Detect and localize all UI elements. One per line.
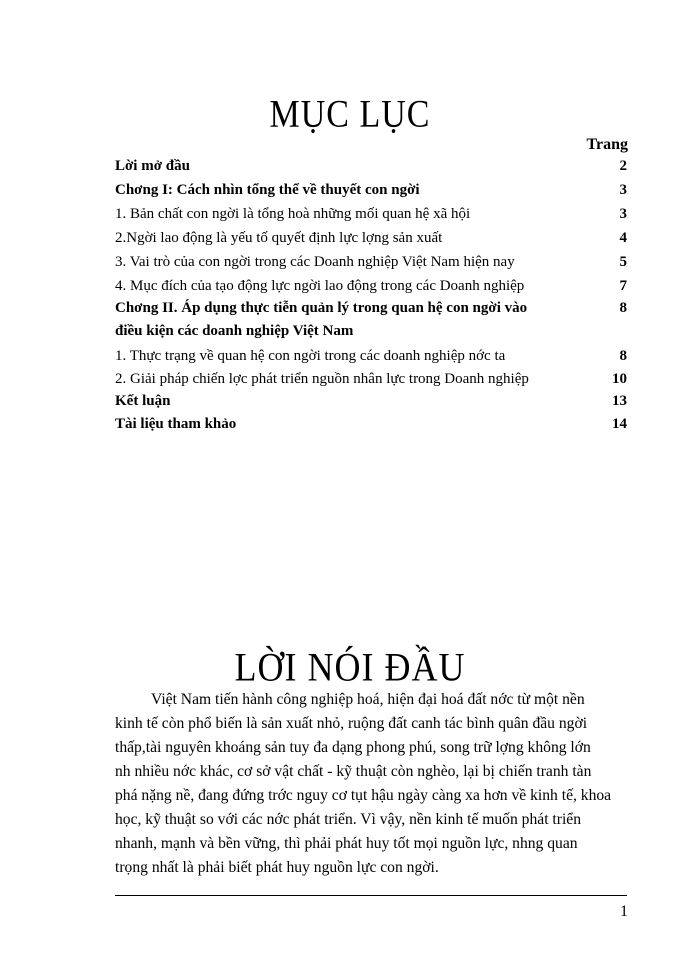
toc-entry-page: 10 — [612, 371, 627, 387]
toc-entry-text: 2.Ngời lao động là yếu tố quyết định lực lợng sản xuất — [115, 230, 443, 246]
toc-entry — [115, 300, 627, 317]
paragraph-line: Việt Nam tiến hành công nghiệp hoá, hiện đại hoá đất nớc từ một nền — [151, 691, 585, 708]
toc-entry — [115, 230, 627, 247]
intro-title: LỜI NÓI ĐẦU — [234, 644, 466, 690]
paragraph-line: kinh tế còn phổ biến là sản xuất nhỏ, ruộng đất canh tác bình quân đầu ngời — [115, 715, 588, 732]
toc-entry — [115, 158, 627, 175]
toc-entry-text: 2. Giải pháp chiến lợc phát triển nguồn nhân lực trong Doanh nghiệp — [115, 371, 529, 387]
page-number: 1 — [620, 903, 628, 920]
footer-rule — [115, 895, 627, 896]
toc-entry — [115, 278, 627, 295]
toc-entry-text: 1. Bản chất con ngời là tổng hoà những mối quan hệ xã hội — [115, 206, 471, 222]
toc-entry-text: 1. Thực trạng về quan hệ con ngời trong các doanh nghiệp nớc ta — [115, 348, 506, 364]
toc-entry — [115, 348, 627, 365]
toc-entry-page: 8 — [619, 348, 627, 364]
toc-entry — [115, 371, 627, 388]
toc-entry-page: 4 — [619, 230, 627, 246]
toc-entry-text: Chơng II. Áp dụng thực tiễn quản lý trong quan hệ con ngời vào — [115, 300, 528, 316]
toc-entry-page: 14 — [612, 416, 627, 432]
paragraph-line: thấp,tài nguyên khoáng sản tuy đa dạng phong phú, song trữ lợng không lớn — [115, 739, 591, 756]
toc-entry — [115, 416, 627, 433]
toc-title: MỤC LỤC — [269, 93, 431, 136]
toc-entry-text: 4. Mục đích của tạo động lực ngời lao động trong các Doanh nghiệp — [115, 278, 525, 294]
toc-entry-text: Chơng I: Cách nhìn tổng thể về thuyết con ngời — [115, 182, 420, 198]
toc-entry — [115, 206, 627, 223]
paragraph-line: phá nặng nề, đang đứng trớc nguy cơ tụt hậu ngày càng xa hơn về kinh tế, khoa — [115, 787, 612, 804]
toc-entry-text: 3. Vai trò của con ngời trong các Doanh nghiệp Việt Nam hiện nay — [115, 254, 515, 270]
toc-entry-page: 7 — [619, 278, 627, 294]
toc-entry-text: điều kiện các doanh nghiệp Việt Nam — [115, 323, 354, 339]
intro-paragraph — [115, 688, 627, 880]
toc-entry — [115, 182, 627, 199]
paragraph-line: học, kỹ thuật so với các nớc phát triển. Vì vậy, nền kinh tế muốn phát triển — [115, 811, 581, 828]
toc-entry-page: 5 — [619, 254, 627, 270]
toc-entry-text: Lời mở đầu — [115, 158, 190, 174]
toc-entry-page: 2 — [619, 158, 627, 174]
paragraph-line: nhanh, mạnh và bền vững, thì phải phát huy tốt mọi nguồn lực, nhng quan — [115, 835, 578, 852]
toc-entry-page: 13 — [612, 393, 627, 409]
toc-entry-text: Tài liệu tham khảo — [115, 416, 237, 432]
paragraph-line: nh nhiều nớc khác, cơ sở vật chất - kỹ thuật còn nghèo, lại bị chiến tranh tàn — [115, 763, 592, 780]
paragraph-line: trọng nhất là phải biết phát huy nguồn lực con ngời. — [115, 859, 439, 876]
toc-entry — [115, 254, 627, 271]
toc-entry-text: Kết luận — [115, 393, 171, 409]
toc-entry-page: 8 — [619, 300, 627, 316]
toc-entry-page: 3 — [619, 182, 627, 198]
page-column-header: Trang — [586, 136, 628, 153]
toc-entry-page: 3 — [619, 206, 627, 222]
toc-entry — [115, 323, 627, 340]
toc-entry — [115, 393, 627, 410]
